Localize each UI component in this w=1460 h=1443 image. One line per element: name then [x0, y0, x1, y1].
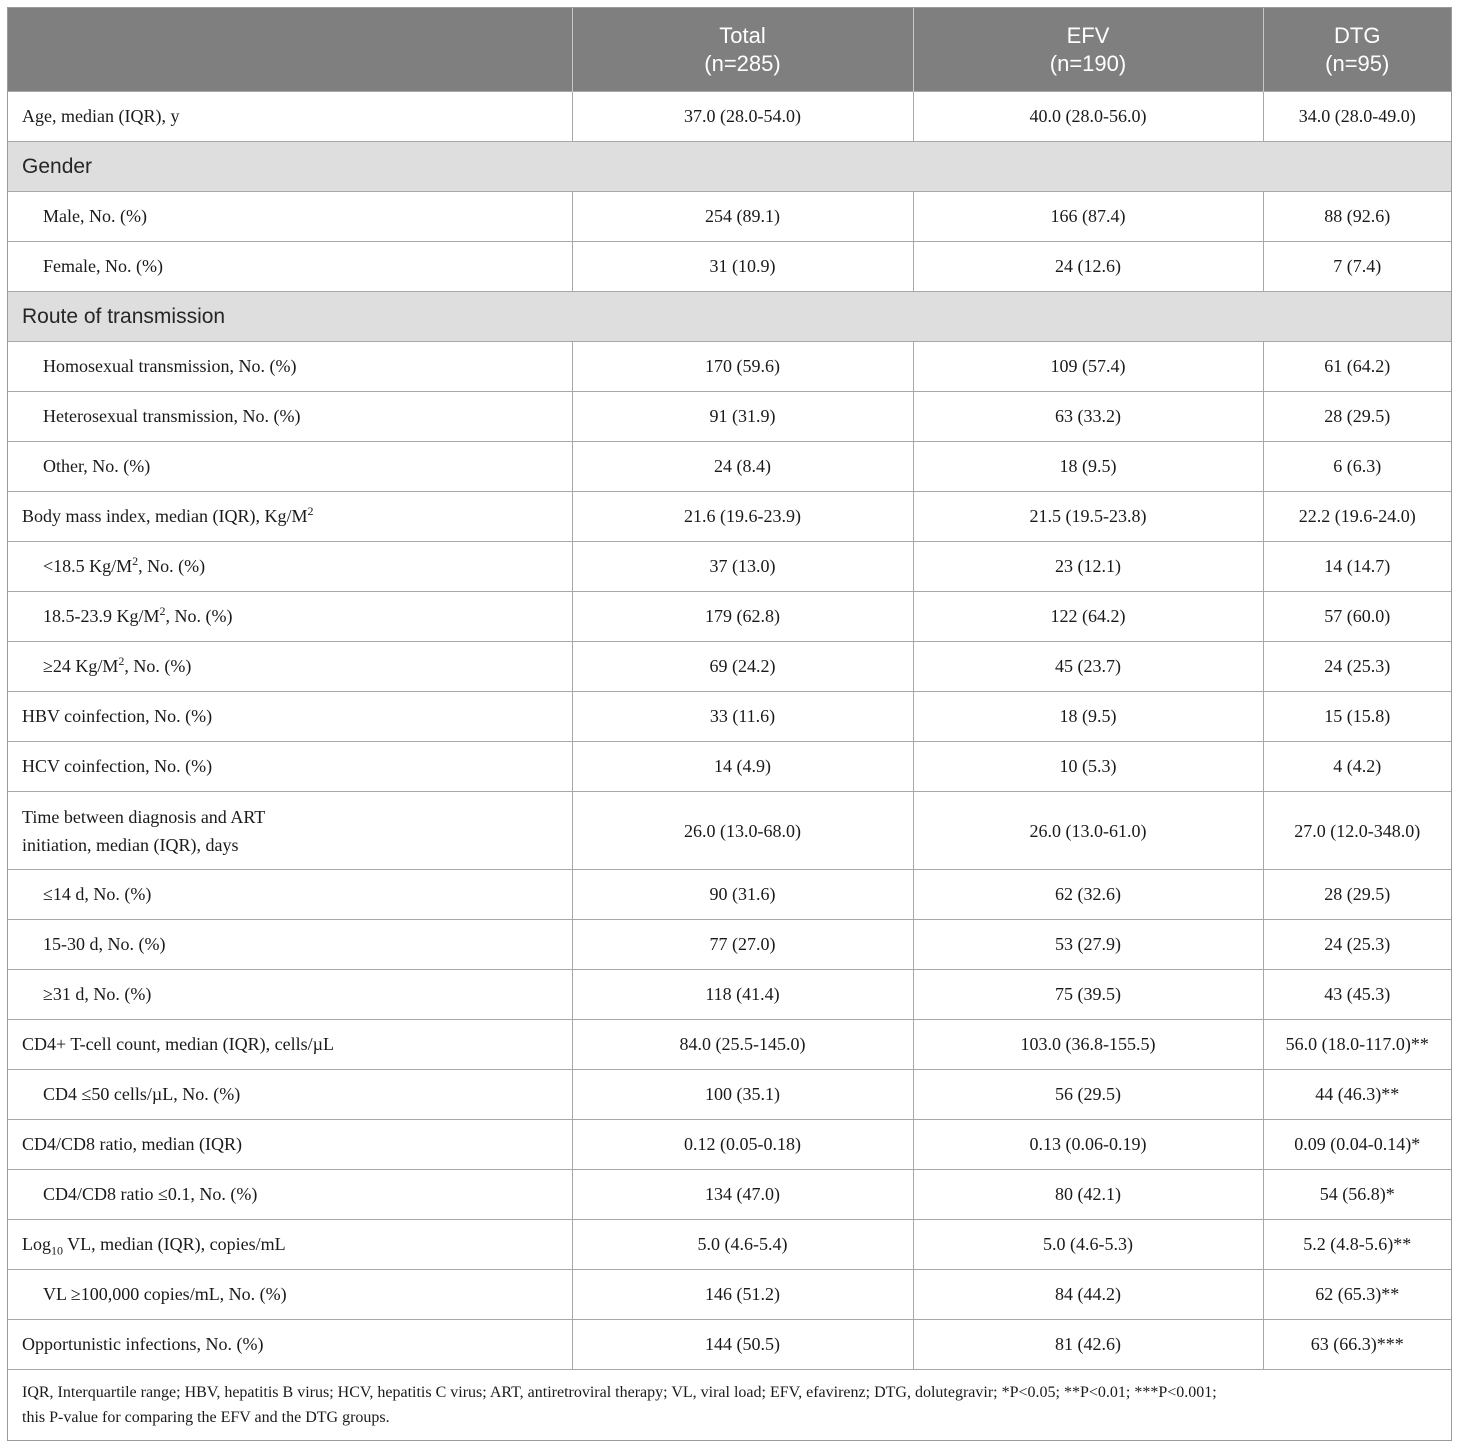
- table-row-female: [8, 242, 1451, 292]
- cell-dtg: 24 (25.3): [1263, 920, 1451, 970]
- cell-efv: 103.0 (36.8-155.5): [913, 1020, 1263, 1070]
- cell-dtg: 27.0 (12.0-348.0): [1263, 792, 1451, 870]
- table-row-homosexual: [8, 342, 1451, 392]
- row-label: CD4/CD8 ratio ≤0.1, No. (%): [8, 1170, 572, 1220]
- table-row-bmi-normal: [8, 592, 1451, 642]
- header-row: [8, 8, 1451, 92]
- cell-efv: 26.0 (13.0-61.0): [913, 792, 1263, 870]
- cell-total: 100 (35.1): [572, 1070, 913, 1120]
- table-footnote: [8, 1370, 1451, 1441]
- row-label: [8, 542, 572, 592]
- cell-dtg: 62 (65.3)**: [1263, 1270, 1451, 1320]
- cell-dtg: 34.0 (28.0-49.0): [1263, 92, 1451, 142]
- table-row-bmi-over-24: [8, 642, 1451, 692]
- section-row-route: [8, 292, 1451, 342]
- cell-total: 0.12 (0.05-0.18): [572, 1120, 913, 1170]
- cell-efv: 40.0 (28.0-56.0): [913, 92, 1263, 142]
- table-row-cd4-cd8-le-0-1: [8, 1170, 1451, 1220]
- row-label: ≥31 d, No. (%): [8, 970, 572, 1020]
- cell-dtg: 57 (60.0): [1263, 592, 1451, 642]
- cell-efv: 18 (9.5): [913, 692, 1263, 742]
- cell-dtg: 5.2 (4.8-5.6)**: [1263, 1220, 1451, 1270]
- table-row-other: [8, 442, 1451, 492]
- row-label-line-2: initiation, median (IQR), days: [22, 834, 239, 855]
- section-label: Route of transmission: [8, 292, 1451, 342]
- table-row-cd4-le-50: [8, 1070, 1451, 1120]
- cell-dtg: 28 (29.5): [1263, 870, 1451, 920]
- row-label: [8, 792, 572, 870]
- table-row-heterosexual: [8, 392, 1451, 442]
- row-label-suffix: VL, median (IQR), copies/mL: [63, 1234, 286, 1254]
- cell-efv: 63 (33.2): [913, 392, 1263, 442]
- table-row-bmi-under-18-5: [8, 542, 1451, 592]
- header-label-cell: [8, 8, 572, 92]
- table-row-vl-ge-100000: [8, 1270, 1451, 1320]
- cell-dtg: 15 (15.8): [1263, 692, 1451, 742]
- section-label: Gender: [8, 142, 1451, 192]
- row-label: VL ≥100,000 copies/mL, No. (%): [8, 1270, 572, 1320]
- cell-efv: 56 (29.5): [913, 1070, 1263, 1120]
- table-row-cd4-cd8-ratio: [8, 1120, 1451, 1170]
- cell-efv: 23 (12.1): [913, 542, 1263, 592]
- cell-efv: 10 (5.3): [913, 742, 1263, 792]
- cell-efv: 166 (87.4): [913, 192, 1263, 242]
- cell-dtg: 24 (25.3): [1263, 642, 1451, 692]
- row-label-text: Body mass index, median (IQR), Kg/M: [22, 506, 308, 526]
- row-label-text: ≥24 Kg/M: [43, 656, 119, 676]
- cell-efv: 53 (27.9): [913, 920, 1263, 970]
- row-label-text: 18.5-23.9 Kg/M: [43, 606, 160, 626]
- cell-dtg: 63 (66.3)***: [1263, 1320, 1451, 1370]
- row-label-superscript: 2: [307, 504, 314, 518]
- row-label: ≤14 d, No. (%): [8, 870, 572, 920]
- cell-efv: 21.5 (19.5-23.8): [913, 492, 1263, 542]
- cell-efv: 80 (42.1): [913, 1170, 1263, 1220]
- cell-dtg: 22.2 (19.6-24.0): [1263, 492, 1451, 542]
- cell-total: 69 (24.2): [572, 642, 913, 692]
- cell-total: 24 (8.4): [572, 442, 913, 492]
- table-row-time-ge-31: [8, 970, 1451, 1020]
- row-label: Homosexual transmission, No. (%): [8, 342, 572, 392]
- cell-efv: 109 (57.4): [913, 342, 1263, 392]
- row-label: CD4/CD8 ratio, median (IQR): [8, 1120, 572, 1170]
- footnote-row: [8, 1370, 1451, 1441]
- cell-total: 170 (59.6): [572, 342, 913, 392]
- cell-efv: 62 (32.6): [913, 870, 1263, 920]
- cell-dtg: 43 (45.3): [1263, 970, 1451, 1020]
- cell-dtg: 14 (14.7): [1263, 542, 1451, 592]
- cell-efv: 81 (42.6): [913, 1320, 1263, 1370]
- cell-total: 179 (62.8): [572, 592, 913, 642]
- row-label: [8, 492, 572, 542]
- footnote-line-1: IQR, Interquartile range; HBV, hepatitis B virus; HCV, hepatitis C virus; ART, antiretroviral therapy; VL, viral load; EFV, efavirenz; DTG, dolutegravir; *P<0.05; **P<0.01; ***P<0.001;: [22, 1384, 1217, 1401]
- cell-dtg: 7 (7.4): [1263, 242, 1451, 292]
- cell-total: 21.6 (19.6-23.9): [572, 492, 913, 542]
- cell-efv: 75 (39.5): [913, 970, 1263, 1020]
- row-label: HBV coinfection, No. (%): [8, 692, 572, 742]
- header-total-name: Total: [719, 22, 766, 48]
- row-label: Age, median (IQR), y: [8, 92, 572, 142]
- cell-efv: 122 (64.2): [913, 592, 1263, 642]
- table-row-log-vl: [8, 1220, 1451, 1270]
- cell-total: 5.0 (4.6-5.4): [572, 1220, 913, 1270]
- table-row-age: [8, 92, 1451, 142]
- row-label: CD4+ T-cell count, median (IQR), cells/µL: [8, 1020, 572, 1070]
- row-label-suffix: , No. (%): [165, 606, 233, 626]
- row-label-text: <18.5 Kg/M: [43, 556, 133, 576]
- header-dtg-n: (n=95): [1325, 50, 1390, 76]
- cell-total: 144 (50.5): [572, 1320, 913, 1370]
- cell-total: 37.0 (28.0-54.0): [572, 92, 913, 142]
- header-efv-n: (n=190): [1049, 50, 1127, 76]
- cell-efv: 0.13 (0.06-0.19): [913, 1120, 1263, 1170]
- cell-total: 134 (47.0): [572, 1170, 913, 1220]
- cell-total: 37 (13.0): [572, 542, 913, 592]
- row-label-superscript: 2: [159, 604, 166, 618]
- cell-efv: 84 (44.2): [913, 1270, 1263, 1320]
- cell-dtg: 44 (46.3)**: [1263, 1070, 1451, 1120]
- cell-dtg: 56.0 (18.0-117.0)**: [1263, 1020, 1451, 1070]
- cell-efv: 18 (9.5): [913, 442, 1263, 492]
- baseline-characteristics-table: [8, 8, 1451, 1440]
- cell-dtg: 6 (6.3): [1263, 442, 1451, 492]
- row-label: 15-30 d, No. (%): [8, 920, 572, 970]
- cell-total: 146 (51.2): [572, 1270, 913, 1320]
- row-label: Other, No. (%): [8, 442, 572, 492]
- row-label: [8, 642, 572, 692]
- cell-total: 91 (31.9): [572, 392, 913, 442]
- cell-total: 14 (4.9): [572, 742, 913, 792]
- cell-dtg: 4 (4.2): [1263, 742, 1451, 792]
- table-row-hcv: [8, 742, 1451, 792]
- cell-dtg: 61 (64.2): [1263, 342, 1451, 392]
- cell-dtg: 54 (56.8)*: [1263, 1170, 1451, 1220]
- header-efv: [913, 8, 1263, 92]
- cell-total: 90 (31.6): [572, 870, 913, 920]
- cell-total: 77 (27.0): [572, 920, 913, 970]
- table-row-hbv: [8, 692, 1451, 742]
- cell-total: 26.0 (13.0-68.0): [572, 792, 913, 870]
- header-dtg-name: DTG: [1334, 22, 1381, 48]
- cell-efv: 5.0 (4.6-5.3): [913, 1220, 1263, 1270]
- row-label-suffix: , No. (%): [124, 656, 192, 676]
- cell-dtg: 0.09 (0.04-0.14)*: [1263, 1120, 1451, 1170]
- cell-total: 33 (11.6): [572, 692, 913, 742]
- row-label: CD4 ≤50 cells/µL, No. (%): [8, 1070, 572, 1120]
- row-label: Female, No. (%): [8, 242, 572, 292]
- header-total: [572, 8, 913, 92]
- row-label-suffix: , No. (%): [138, 556, 206, 576]
- table-row-time-le-14: [8, 870, 1451, 920]
- row-label: [8, 1220, 572, 1270]
- cell-dtg: 88 (92.6): [1263, 192, 1451, 242]
- cell-total: 31 (10.9): [572, 242, 913, 292]
- cell-efv: 24 (12.6): [913, 242, 1263, 292]
- row-label: [8, 592, 572, 642]
- header-total-n: (n=285): [704, 50, 781, 76]
- table-row-cd4-count: [8, 1020, 1451, 1070]
- row-label: Opportunistic infections, No. (%): [8, 1320, 572, 1370]
- table-row-opportunistic-infections: [8, 1320, 1451, 1370]
- cell-total: 84.0 (25.5-145.0): [572, 1020, 913, 1070]
- row-label-subscript: 10: [51, 1243, 63, 1258]
- row-label: HCV coinfection, No. (%): [8, 742, 572, 792]
- baseline-characteristics-table-frame: [7, 7, 1452, 1441]
- cell-total: 118 (41.4): [572, 970, 913, 1020]
- table-row-bmi: [8, 492, 1451, 542]
- header-efv-name: EFV: [1066, 22, 1110, 48]
- row-label-superscript: 2: [132, 554, 139, 568]
- section-row-gender: [8, 142, 1451, 192]
- table-row-time-to-art: [8, 792, 1451, 870]
- cell-dtg: 28 (29.5): [1263, 392, 1451, 442]
- row-label-superscript: 2: [118, 654, 125, 668]
- table-row-time-15-30: [8, 920, 1451, 970]
- header-dtg: [1263, 8, 1451, 92]
- row-label-line-1: Time between diagnosis and ART: [22, 806, 266, 827]
- row-label: Male, No. (%): [8, 192, 572, 242]
- cell-total: 254 (89.1): [572, 192, 913, 242]
- row-label: Heterosexual transmission, No. (%): [8, 392, 572, 442]
- row-label-text: Log: [22, 1234, 51, 1254]
- cell-efv: 45 (23.7): [913, 642, 1263, 692]
- footnote-line-2: this P-value for comparing the EFV and the DTG groups.: [22, 1409, 390, 1426]
- table-row-male: [8, 192, 1451, 242]
